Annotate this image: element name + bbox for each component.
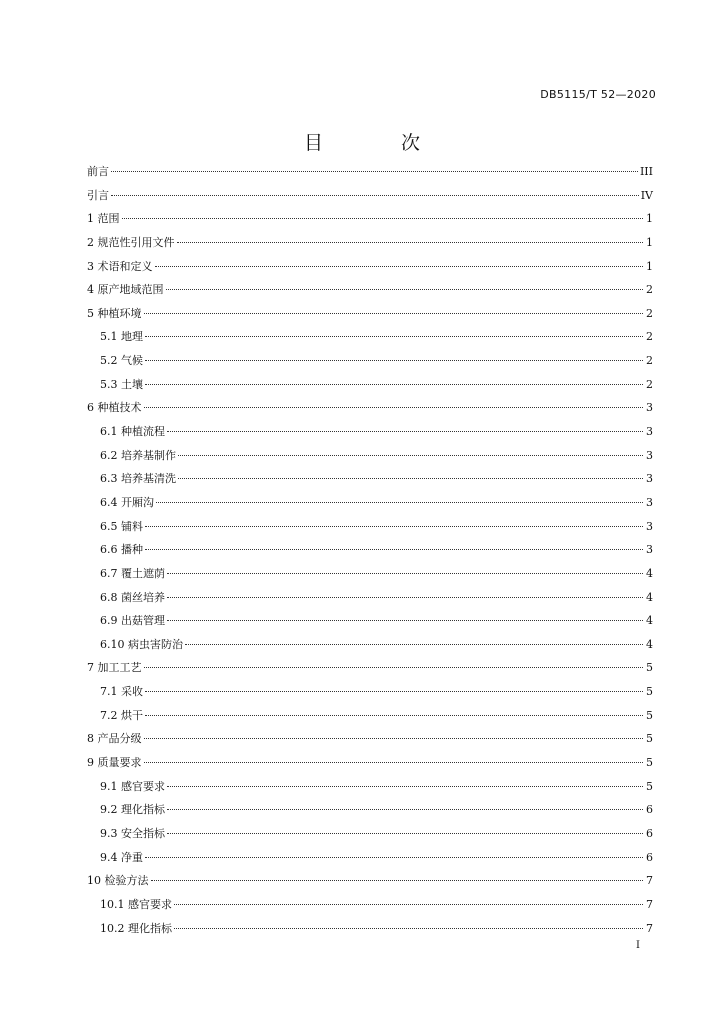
toc-entry[interactable]	[87, 210, 653, 234]
toc-entry-page: 4	[646, 566, 653, 580]
toc-entry-page: 3	[646, 519, 653, 533]
toc-entry-label: 6.6 播种	[100, 543, 143, 557]
toc-entry-label: 引言	[87, 188, 109, 202]
toc-entry[interactable]	[87, 494, 653, 518]
toc-entry[interactable]	[87, 423, 653, 447]
toc-entry[interactable]	[87, 281, 653, 305]
toc-entry-label: 6.4 开厢沟	[100, 495, 154, 509]
toc-entry[interactable]	[87, 707, 653, 731]
toc-entry-page: 4	[646, 637, 653, 651]
toc-leader-dots	[167, 597, 643, 598]
toc-entry-page: 2	[646, 283, 653, 297]
toc-leader-dots	[167, 573, 643, 574]
toc-leader-dots	[145, 526, 643, 527]
toc-entry-page: 2	[646, 306, 653, 320]
toc-entry-page: 1	[646, 212, 653, 226]
toc-entry-label: 前言	[87, 165, 109, 178]
toc-leader-dots	[145, 691, 643, 692]
toc-entry[interactable]	[87, 730, 653, 754]
toc-leader-dots	[144, 313, 644, 314]
toc-entry-page: 3	[646, 425, 653, 439]
toc-entry-label: 5 种植环境	[87, 306, 142, 320]
toc-entry-page: 3	[646, 472, 653, 486]
toc-entry-label: 6.3 培养基清洗	[100, 472, 176, 486]
toc-leader-dots	[151, 880, 644, 881]
toc-entry-label: 1 范围	[87, 212, 120, 226]
toc-entry-page: 6	[646, 826, 653, 840]
toc-entry[interactable]	[87, 659, 653, 683]
toc-leader-dots	[178, 455, 643, 456]
toc-entry[interactable]	[87, 872, 653, 896]
toc-leader-dots	[167, 786, 643, 787]
toc-entry-page: 3	[646, 448, 653, 462]
toc-leader-dots	[174, 928, 643, 929]
toc-leader-dots	[144, 738, 644, 739]
toc-entry[interactable]	[87, 163, 653, 187]
toc-entry-page: 5	[646, 708, 653, 722]
toc-leader-dots	[144, 667, 644, 668]
toc-entry-page: 1	[646, 235, 653, 249]
toc-leader-dots	[167, 620, 643, 621]
toc-entry[interactable]	[87, 801, 653, 825]
toc-entry-page: 7	[646, 897, 653, 911]
toc-entry-label: 7 加工工艺	[87, 661, 142, 675]
toc-entry[interactable]	[87, 470, 653, 494]
toc-leader-dots	[111, 171, 638, 172]
toc-entry[interactable]	[87, 778, 653, 802]
toc-entry-page: 5	[646, 779, 653, 793]
toc-entry-label: 6.9 出菇管理	[100, 614, 165, 628]
toc-entry-label: 6.8 菌丝培养	[100, 590, 165, 604]
toc-entry-page: III	[639, 165, 653, 178]
toc-leader-dots	[145, 384, 643, 385]
toc-entry-page: 5	[646, 661, 653, 675]
toc-entry-page: 2	[646, 354, 653, 368]
toc-entry[interactable]	[87, 187, 653, 211]
page-number: I	[636, 940, 640, 951]
toc-entry[interactable]	[87, 352, 653, 376]
toc-leader-dots	[145, 549, 643, 550]
toc-leader-dots	[144, 762, 644, 763]
toc-leader-dots	[122, 218, 644, 219]
toc-leader-dots	[156, 502, 643, 503]
toc-entry-page: IV	[640, 188, 653, 202]
toc-entry-page: 1	[646, 259, 653, 273]
toc-leader-dots	[145, 336, 643, 337]
toc-entry-label: 6.1 种植流程	[100, 425, 165, 439]
toc-entry-page: 2	[646, 377, 653, 391]
toc-entry[interactable]	[87, 754, 653, 778]
toc-entry-label: 5.1 地理	[100, 330, 143, 344]
toc-leader-dots	[166, 289, 644, 290]
toc-entry-page: 6	[646, 803, 653, 817]
toc-leader-dots	[145, 715, 643, 716]
toc-entry[interactable]	[87, 849, 653, 873]
toc-entry[interactable]	[87, 589, 653, 613]
page-title: 目 次	[303, 132, 457, 154]
toc-entry-label: 5.2 气候	[100, 354, 143, 368]
toc-entry-label: 10 检验方法	[87, 874, 149, 888]
toc-entry[interactable]	[87, 565, 653, 589]
toc-entry-page: 2	[646, 330, 653, 344]
toc-entry-label: 5.3 土壤	[100, 377, 143, 391]
toc-entry-page: 3	[646, 495, 653, 509]
toc-entry[interactable]	[87, 636, 653, 660]
toc-entry-label: 9.3 安全指标	[100, 826, 165, 840]
toc-entry-page: 3	[646, 401, 653, 415]
toc-entry[interactable]	[87, 541, 653, 565]
toc-entry-label: 6 种植技术	[87, 401, 142, 415]
toc-leader-dots	[174, 904, 643, 905]
toc-entry[interactable]	[87, 376, 653, 400]
toc-entry-page: 3	[646, 543, 653, 557]
toc-entry-label: 9.2 理化指标	[100, 803, 165, 817]
toc-entry-page: 7	[646, 874, 653, 888]
toc-entry-label: 2 规范性引用文件	[87, 235, 175, 249]
toc-entry[interactable]	[87, 234, 653, 258]
toc-entry-page: 5	[646, 685, 653, 699]
toc-entry-page: 4	[646, 590, 653, 604]
toc-entry-page: 5	[646, 732, 653, 746]
toc-entry[interactable]	[87, 305, 653, 329]
toc-leader-dots	[111, 195, 639, 196]
toc-entry-page: 6	[646, 850, 653, 864]
toc-leader-dots	[178, 478, 643, 479]
toc-leader-dots	[145, 857, 643, 858]
toc-leader-dots	[167, 431, 643, 432]
toc-entry-label: 9 质量要求	[87, 756, 142, 770]
toc-leader-dots	[177, 242, 644, 243]
toc-leader-dots	[185, 644, 643, 645]
toc-entry[interactable]	[87, 447, 653, 471]
toc-leader-dots	[167, 833, 643, 834]
toc-entry-label: 4 原产地域范围	[87, 283, 164, 297]
toc-entry-label: 10.1 感官要求	[100, 897, 172, 911]
toc-entry-label: 9.1 感官要求	[100, 779, 165, 793]
toc-entry[interactable]	[87, 328, 653, 352]
toc-leader-dots	[167, 809, 643, 810]
toc-entry-label: 6.2 培养基制作	[100, 448, 176, 462]
toc-entry[interactable]	[87, 683, 653, 707]
toc-leader-dots	[144, 407, 644, 408]
toc-leader-dots	[145, 360, 643, 361]
document-code: DB5115/T 52—2020	[540, 88, 656, 101]
toc-entry[interactable]	[87, 896, 653, 920]
toc-entry[interactable]	[87, 399, 653, 423]
toc-entry-label: 8 产品分级	[87, 732, 142, 746]
toc-entry[interactable]	[87, 825, 653, 849]
toc-entry-label: 9.4 净重	[100, 850, 143, 864]
toc-entry-label: 7.2 烘干	[100, 708, 143, 722]
toc-entry-page: 7	[646, 921, 653, 935]
table-of-contents	[87, 163, 653, 943]
toc-entry-label: 10.2 理化指标	[100, 921, 172, 935]
toc-entry-label: 6.5 铺料	[100, 519, 143, 533]
toc-entry-page: 5	[646, 756, 653, 770]
toc-entry-label: 6.10 病虫害防治	[100, 637, 183, 651]
toc-entry[interactable]	[87, 258, 653, 282]
toc-entry[interactable]	[87, 920, 653, 944]
toc-entry-label: 7.1 采收	[100, 685, 143, 699]
toc-entry-label: 3 术语和定义	[87, 259, 153, 273]
toc-entry-page: 4	[646, 614, 653, 628]
toc-leader-dots	[155, 266, 644, 267]
toc-entry[interactable]	[87, 518, 653, 542]
toc-entry-label: 6.7 覆土遮荫	[100, 566, 165, 580]
toc-entry[interactable]	[87, 612, 653, 636]
